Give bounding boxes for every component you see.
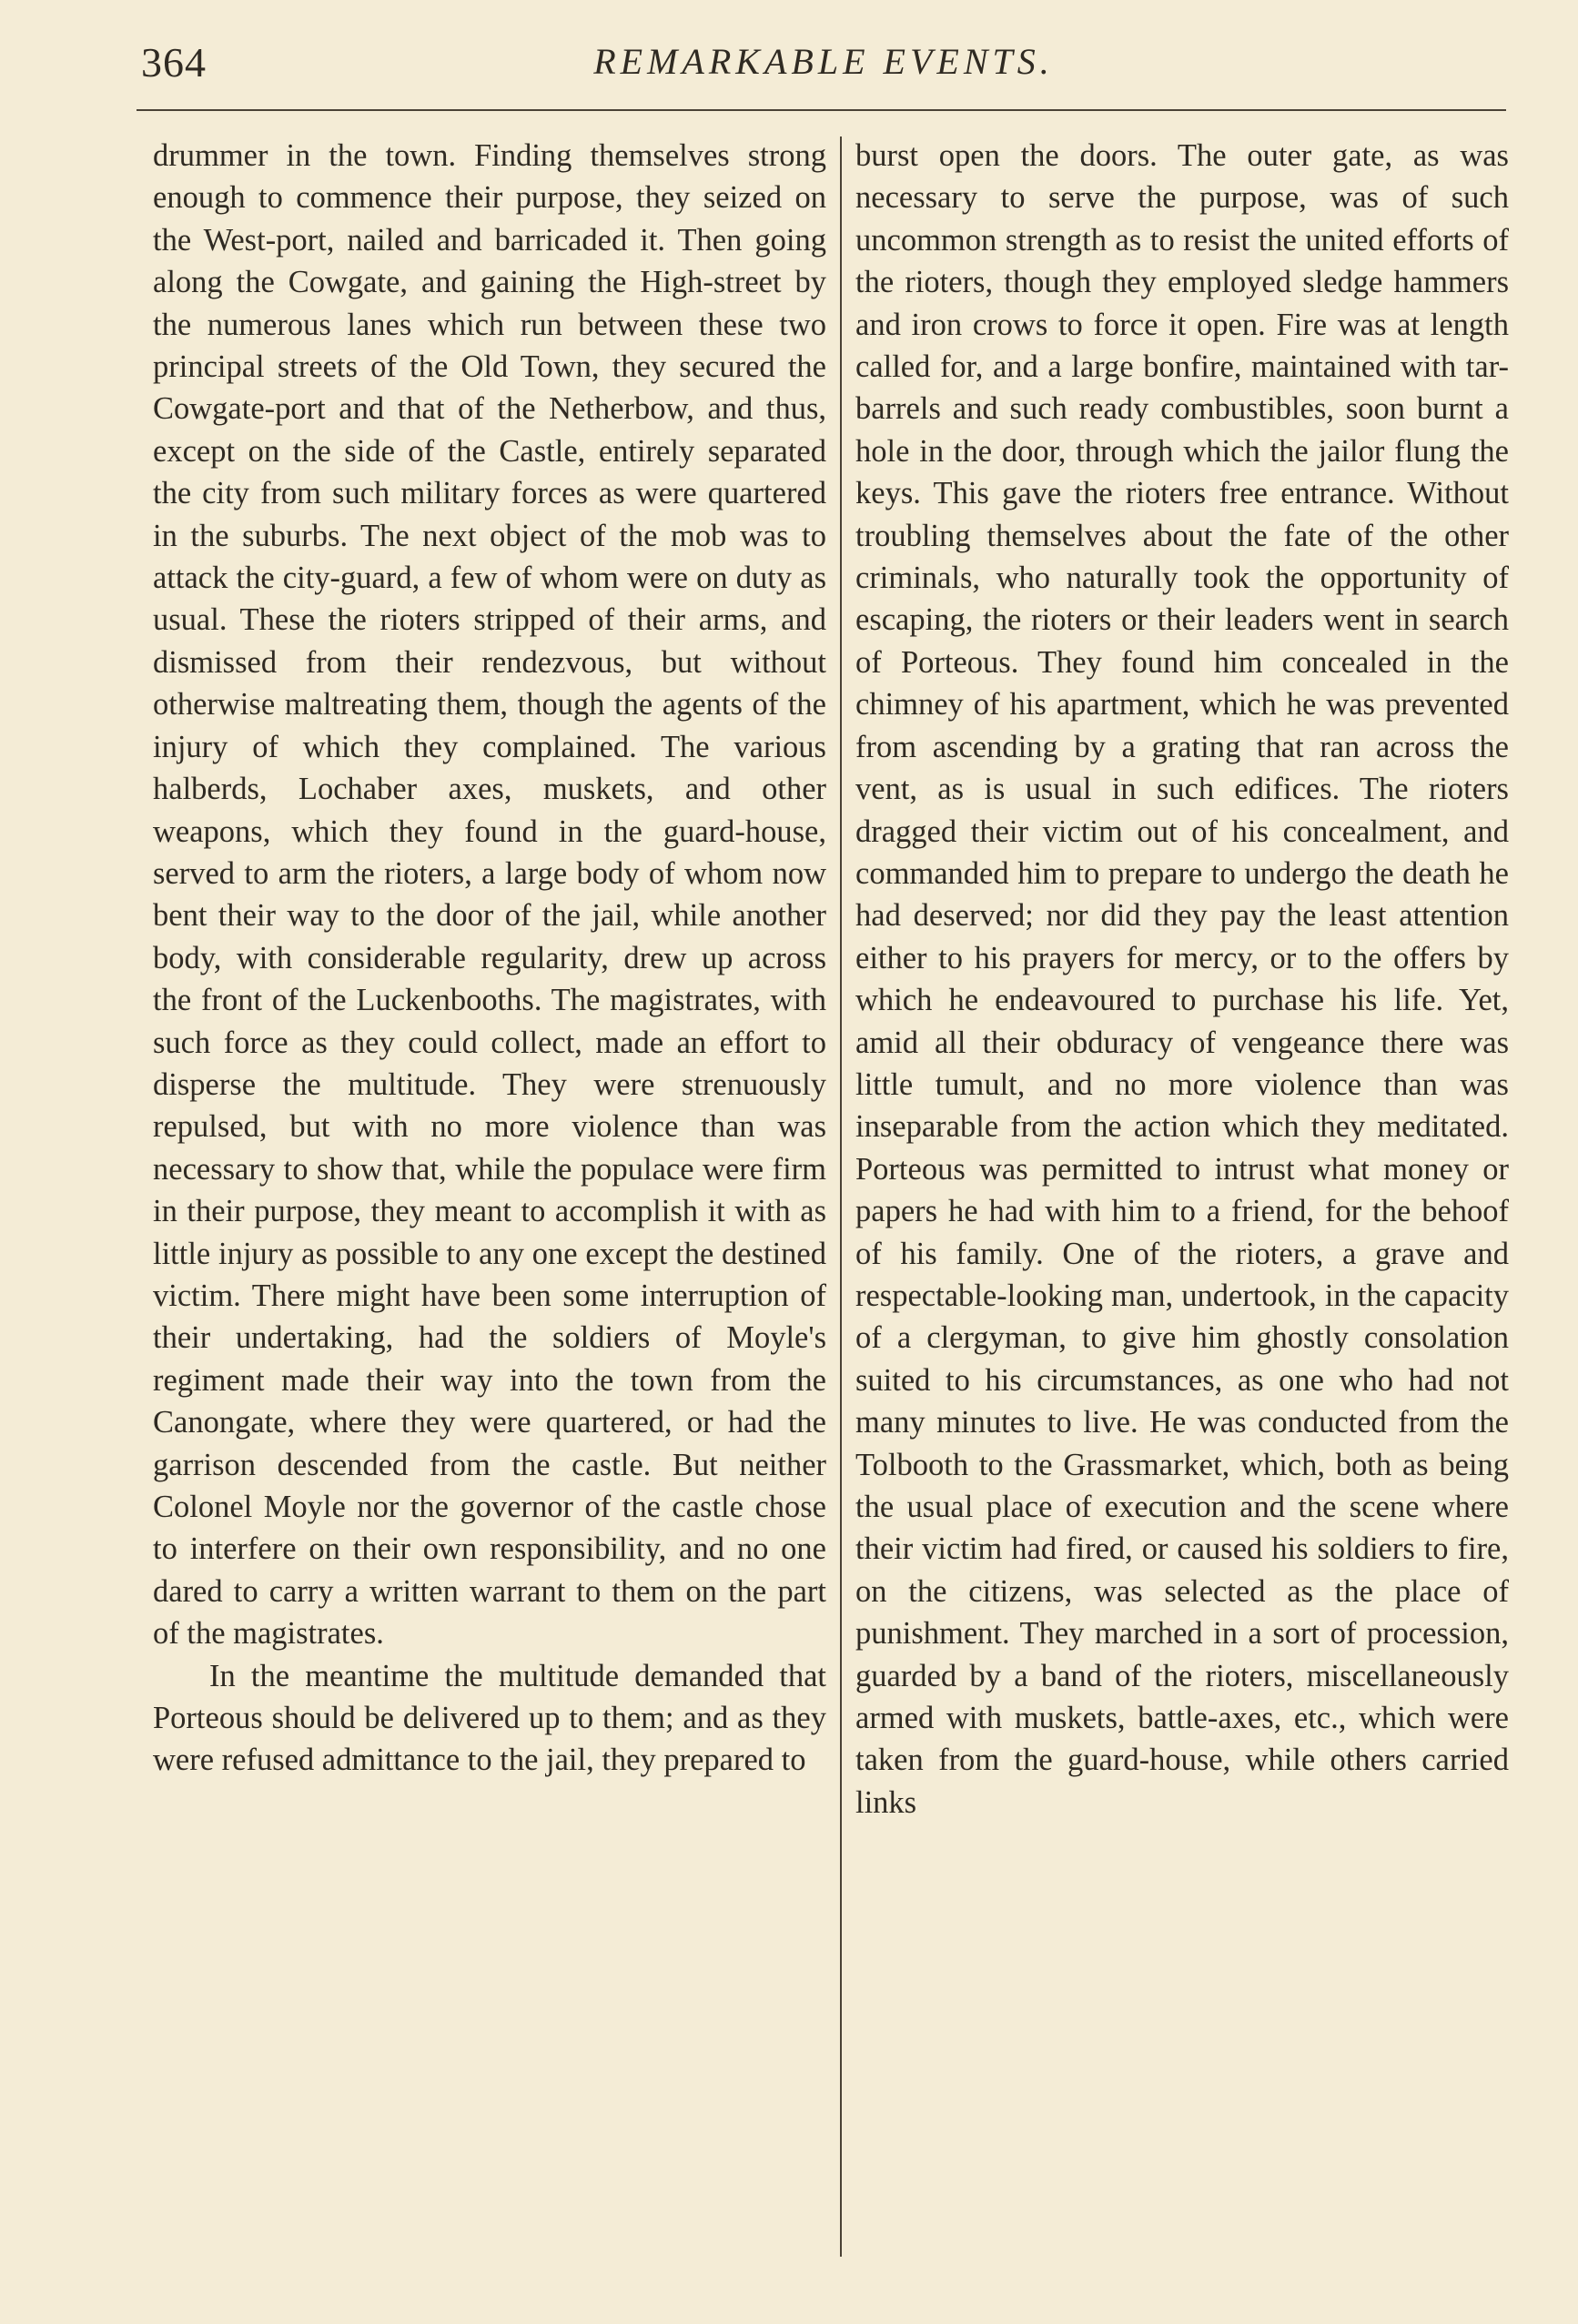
left-paragraph-2: In the meantime the multitude demanded that Porteous should be delivered up to them; and as they were refused admittance to the jail, they prepared to	[153, 1658, 826, 1778]
running-title: REMARKABLE EVENTS.	[593, 41, 1054, 82]
page-number: 364	[141, 39, 207, 86]
column-divider	[840, 136, 842, 2257]
left-column	[153, 135, 826, 1782]
right-column	[855, 135, 1509, 1824]
page-header	[141, 38, 1506, 93]
header-rule	[137, 109, 1506, 111]
left-paragraph-1: drummer in the town. Finding themselves strong enough to commence their purpose, they seized on the West-port, nailed and barricaded it. Then going along the Cowgate, and gaining the High-street by the numerous lanes which run between these two principal streets of the Old Town, they secured the Cowgate-port and that of the Netherbow, and thus, except on the side of the Castle, entirely separated the city from such military forces as were quartered in the suburbs. The next object of the mob was to attack the city-guard, a few of whom were on duty as usual. These the rioters stripped of their arms, and dismissed from their rendezvous, but without otherwise maltreating them, though the agents of the injury of which they complained. The various halberds, Lochaber axes, muskets, and other weapons, which they found in the guard-house, served to arm the rioters, a large body of whom now bent their way to the door of the jail, while another body, with considerable regularity, drew up across the front of the Luckenbooths. The magistrates, with such force as they could collect, made an effort to disperse the multitude. They were strenuously repulsed, but with no more violence than was necessary to show that, while the populace were firm in their purpose, they meant to accomplish it with as little injury as possible to any one except the destined victim. There might have been some interruption of their undertaking, had the soldiers of Moyle's regiment made their way into the town from the Canongate, where they were quartered, or had the garrison descended from the castle. But neither Colonel Moyle nor the governor of the castle chose to interfere on their own responsibility, and no one dared to carry a written warrant to them on the part of the magistrates.	[153, 138, 826, 1652]
right-paragraph-1: burst open the doors. The outer gate, as was necessary to serve the purpose, was of such uncommon strength as to resist the united efforts of the rioters, though they employed sledge hammers and iron crows to force it open. Fire was at length called for, and a large bonfire, maintained with tar-barrels and such ready combustibles, soon burnt a hole in the door, through which the jailor flung the keys. This gave the rioters free entrance. Without troubling themselves about the fate of the other criminals, who naturally took the opportunity of escaping, the rioters or their leaders went in search of Porteous. They found him concealed in the chimney of his apartment, which he was prevented from ascending by a grating that ran across the vent, as is usual in such edifices. The rioters dragged their victim out of his concealment, and commanded him to prepare to undergo the death he had deserved; nor did they pay the least attention either to his prayers for mercy, or to the offers by which he endeavoured to purchase his life. Yet, amid all their obduracy of vengeance there was little tumult, and no more violence than was inseparable from the action which they meditated. Porteous was permitted to intrust what money or papers he had with him to a friend, for the behoof of his family. One of the rioters, a grave and respectable-looking man, undertook, in the capacity of a clergyman, to give him ghostly consolation suited to his circumstances, as one who had not many minutes to live. He was conducted from the Tolbooth to the Grassmarket, which, both as being the usual place of execution and the scene where their victim had fired, or caused his soldiers to fire, on the citizens, was selected as the place of punishment. They marched in a sort of procession, guarded by a band of the rioters, miscellaneously armed with muskets, battle-axes, etc., which were taken from the guard-house, while others carried links	[855, 138, 1509, 1820]
